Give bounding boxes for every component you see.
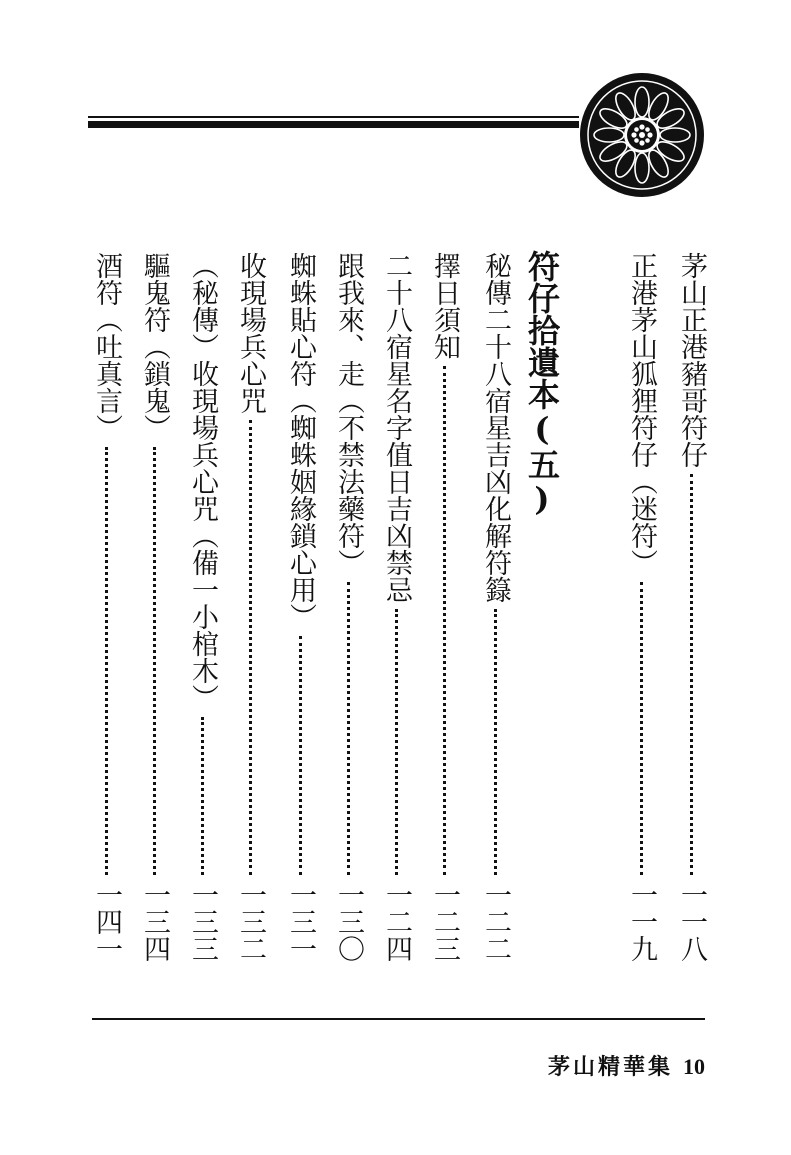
toc-entry-title: 秘傳二十八宿星吉凶化解符籙: [480, 252, 511, 603]
toc-entry-page: 一三三: [187, 881, 218, 962]
dot-leader: [443, 366, 446, 875]
toc-entry-page: 一二四: [381, 881, 412, 962]
toc-entry[interactable]: [478, 252, 512, 962]
toc-entry[interactable]: [624, 252, 658, 962]
toc-entry-page: 一三一: [285, 881, 316, 962]
dot-leader: [299, 636, 302, 875]
toc-entry[interactable]: [185, 252, 219, 962]
toc-entry[interactable]: [427, 252, 461, 962]
dot-leader: [640, 582, 643, 875]
toc-entry-page: 一二三: [429, 881, 460, 962]
toc-entry-page: 一四一: [91, 881, 122, 962]
header-rule-thin: [88, 116, 579, 118]
toc-entry-title: 收現場兵心咒: [235, 252, 266, 414]
page-footer: [548, 1050, 705, 1081]
toc-entry-page: 一一九: [626, 881, 657, 962]
toc-entry-title: 茅山正港豬哥符仔: [676, 252, 707, 468]
toc-entry[interactable]: [674, 252, 708, 962]
toc-entry[interactable]: [379, 252, 413, 962]
toc-entry-page: 一一八: [676, 881, 707, 962]
dot-leader: [105, 447, 108, 875]
toc-entry-title: 跟我來、走（不禁法藥符）: [333, 252, 364, 576]
toc-entry-title: 酒符（吐真言）: [91, 252, 122, 441]
toc-entry[interactable]: [331, 252, 365, 962]
toc-entry[interactable]: [89, 252, 123, 962]
dot-leader: [395, 609, 398, 875]
dot-leader: [690, 474, 693, 875]
toc-entry-title: 蜘蛛貼心符（蜘蛛姻緣鎖心用）: [285, 252, 316, 630]
toc-entry[interactable]: [233, 252, 267, 962]
dot-leader: [249, 420, 252, 875]
toc-entry-title: 正港茅山狐狸符仔（迷符）: [626, 252, 657, 576]
section-heading: 符仔拾遺本(五): [523, 250, 561, 518]
page-number: 10: [683, 1054, 705, 1079]
toc-entry-page: 一二二: [480, 881, 511, 962]
dot-leader: [494, 609, 497, 875]
toc-entry-page: 一三二: [235, 881, 266, 962]
dot-leader: [201, 717, 204, 875]
toc-entry[interactable]: [137, 252, 171, 962]
toc-entry-title: 驅鬼符（鎖鬼）: [139, 252, 170, 441]
toc-entry-page: 一三四: [139, 881, 170, 962]
toc-entry-title: （秘傳）收現場兵心咒（備一小棺木）: [187, 252, 218, 711]
toc-entry[interactable]: [283, 252, 317, 962]
header-rule-thick: [88, 121, 579, 128]
toc-entry-title: 二十八宿星名字值日吉凶禁忌: [381, 252, 412, 603]
footer-rule: [92, 1018, 705, 1020]
toc-entry-page: 一三〇: [333, 881, 364, 962]
toc-entry-title: 擇日須知: [429, 252, 460, 360]
book-title: 茅山精華集: [547, 1054, 673, 1080]
dot-leader: [347, 582, 350, 875]
dot-leader: [153, 447, 156, 875]
lotus-emblem-icon: [579, 72, 705, 198]
